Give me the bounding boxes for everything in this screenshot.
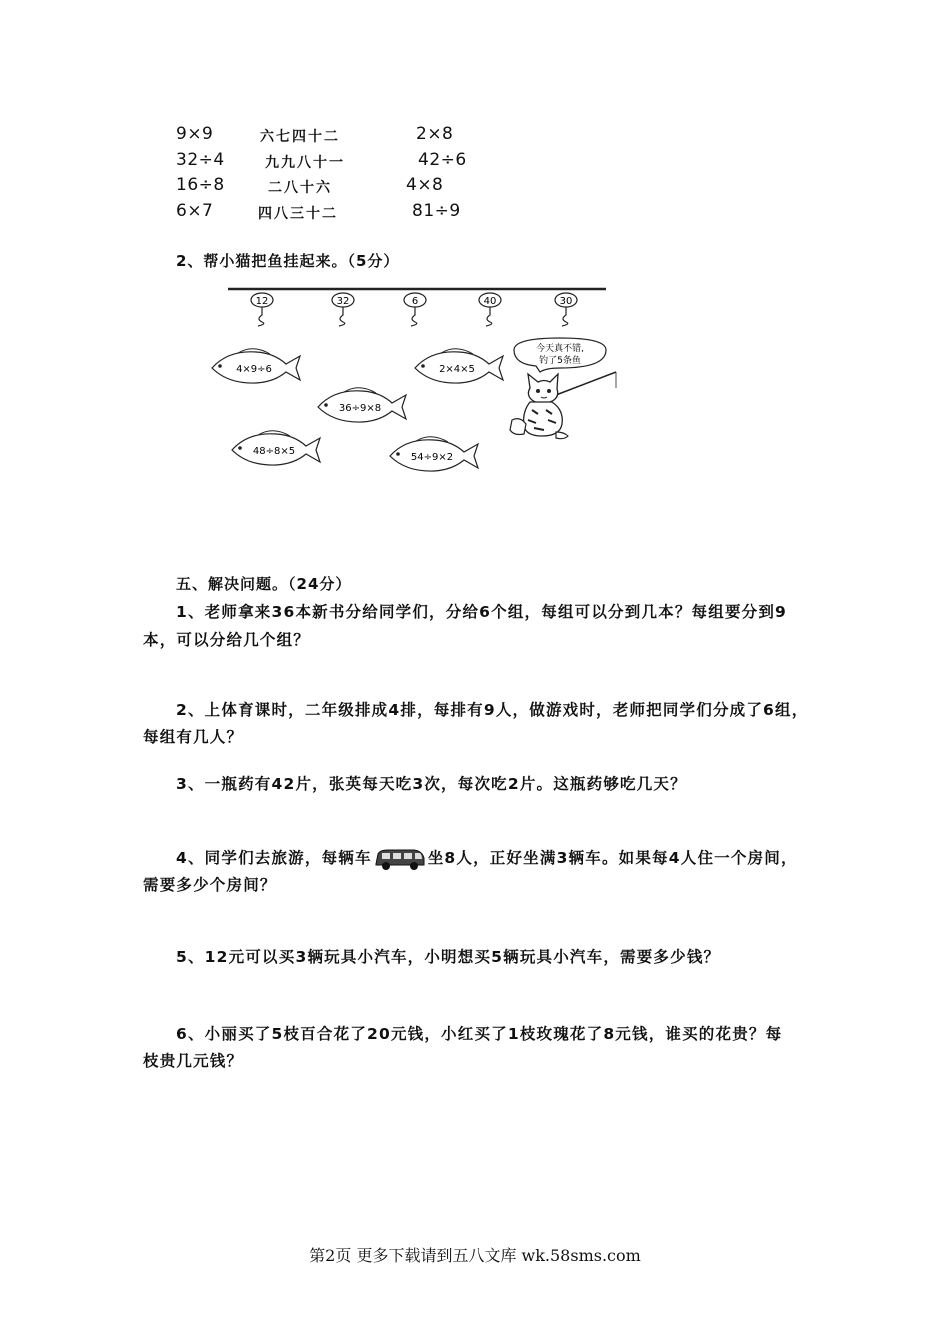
match-left-2: 32÷4 bbox=[176, 150, 225, 170]
match-right-2: 42÷6 bbox=[418, 150, 467, 170]
hook-2 bbox=[332, 293, 354, 326]
hook-1 bbox=[251, 293, 273, 326]
fish-label-3: 36÷9×8 bbox=[338, 403, 382, 414]
fish-1 bbox=[212, 349, 300, 383]
fish-label-5: 54÷9×2 bbox=[410, 452, 454, 463]
fish-3 bbox=[318, 388, 406, 422]
section-five-heading: 五、解决问题。（24分） bbox=[176, 575, 352, 593]
fish-label-1: 4×9÷6 bbox=[236, 364, 272, 375]
problem-2-line-1: 2、上体育课时，二年级排成4排，每排有9人，做游戏时，老师把同学们分成了6组， bbox=[176, 701, 809, 719]
match-middle-3: 二八十六 bbox=[268, 180, 332, 196]
match-left-1: 9×9 bbox=[176, 124, 214, 144]
match-middle-4: 四八三十二 bbox=[258, 206, 338, 222]
fish-5 bbox=[390, 437, 478, 471]
problem-1-line-2: 本，可以分给几个组？ bbox=[143, 631, 311, 649]
fish-label-2: 2×4×5 bbox=[439, 364, 475, 375]
match-right-4: 81÷9 bbox=[412, 201, 461, 221]
match-left-3: 16÷8 bbox=[176, 175, 225, 195]
fish-illustration bbox=[0, 0, 950, 500]
hook-label-4: 40 bbox=[483, 296, 497, 307]
speech-line-2: 钓了5条鱼 bbox=[539, 356, 581, 366]
problem-6-line-2: 枝贵几元钱？ bbox=[143, 1052, 244, 1070]
match-right-3: 4×8 bbox=[406, 175, 444, 195]
fish-4 bbox=[232, 431, 320, 465]
page-footer: 第2页 更多下载请到五八文库 wk.58sms.com bbox=[309, 1246, 641, 1265]
hook-4 bbox=[479, 293, 501, 326]
match-right-1: 2×8 bbox=[416, 124, 454, 144]
problem-2-line-2: 每组有几人？ bbox=[143, 728, 244, 746]
problem-6-line-1: 6、小丽买了5枝百合花了20元钱，小红买了1枝玫瑰花了8元钱，谁买的花贵？每 bbox=[176, 1025, 783, 1043]
match-left-4: 6×7 bbox=[176, 201, 214, 221]
problem-3-line-1: 3、一瓶药有42片，张英每天吃3次，每次吃2片。这瓶药够吃几天？ bbox=[176, 775, 687, 793]
hook-label-1: 12 bbox=[255, 296, 269, 307]
fish-2 bbox=[415, 349, 503, 383]
fish-section-title: 2、帮小猫把鱼挂起来。（5分） bbox=[176, 252, 400, 270]
match-middle-1: 六七四十二 bbox=[260, 129, 340, 145]
problem-1-line-1: 1、老师拿来36本新书分给同学们，分给6个组，每组可以分到几本？每组要分到9 bbox=[176, 603, 788, 621]
problem-4-text-after: 坐8人，正好坐满3辆车。如果每4人住一个房间， bbox=[427, 849, 798, 867]
hook-5 bbox=[555, 293, 577, 326]
match-middle-2: 九九八十一 bbox=[265, 155, 345, 171]
hook-label-3: 6 bbox=[411, 296, 419, 307]
hook-label-5: 30 bbox=[559, 296, 573, 307]
problem-5-line-1: 5、12元可以买3辆玩具小汽车，小明想买5辆玩具小汽车，需要多少钱？ bbox=[176, 948, 721, 966]
problem-4-text-before: 4、同学们去旅游，每辆车 bbox=[176, 849, 372, 867]
hook-label-2: 32 bbox=[336, 296, 350, 307]
speech-line-1: 今天真不错, bbox=[536, 344, 584, 354]
hook-3 bbox=[404, 293, 426, 326]
problem-4-line-1 bbox=[176, 843, 798, 873]
fish-label-4: 48÷8×5 bbox=[252, 446, 296, 457]
problem-4-line-2: 需要多少个房间？ bbox=[143, 876, 277, 894]
cat-fishing-illustration bbox=[510, 338, 616, 439]
van-icon bbox=[374, 846, 426, 872]
